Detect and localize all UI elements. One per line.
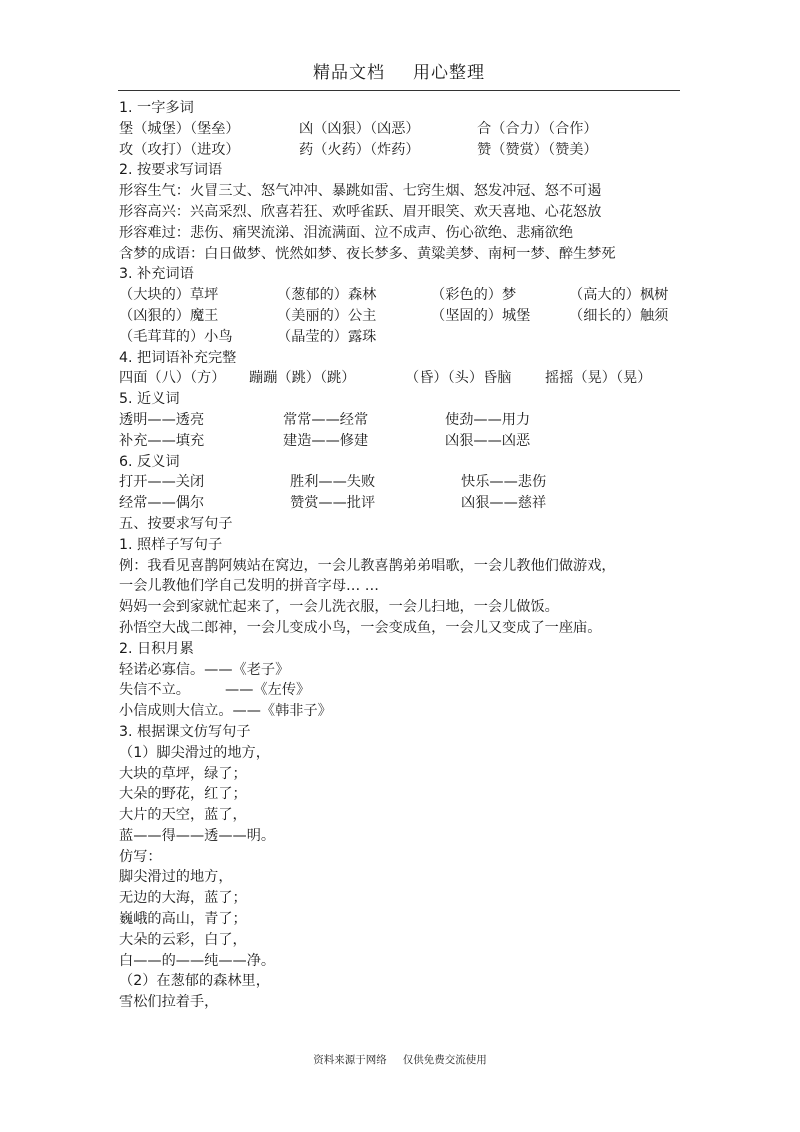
section-heading: 5. 近义词 <box>119 391 180 408</box>
word-item: 堡（城堡）（堡垒） <box>119 120 240 137</box>
word-item: （美丽的）公主 <box>277 307 377 324</box>
word-item: 透明——透亮 <box>119 411 205 428</box>
word-item: （高大的）枫树 <box>569 287 669 304</box>
word-row <box>119 431 699 452</box>
text-line: 孙悟空大战二郎神，一会儿变成小鸟，一会变成鱼，一会儿又变成了一座庙。 <box>119 619 602 636</box>
word-item: 常常——经常 <box>283 411 369 428</box>
word-item: 凶狠——慈祥 <box>461 495 547 512</box>
word-row <box>119 306 699 327</box>
word-item: （大块的）草坪 <box>119 287 219 304</box>
word-item: 药（火药）（炸药） <box>299 141 420 158</box>
word-item: 打开——关闭 <box>119 474 205 491</box>
text-line: （1）脚尖滑过的地方， <box>119 744 270 761</box>
quote-line: 小信成则大信立。——《韩非子》 <box>119 703 332 720</box>
text-line: 大片的天空，蓝了， <box>119 807 247 824</box>
word-item: 四面（八）（方） <box>119 370 226 387</box>
word-item: 补充——填充 <box>119 432 205 449</box>
section-heading: 1. 一字多词 <box>119 100 194 116</box>
word-row <box>119 368 699 389</box>
quote-line <box>119 680 699 701</box>
document-body <box>119 98 699 1013</box>
text-line: 含梦的成语：白日做梦、恍然如梦、夜长梦多、黄粱美梦、南柯一梦、醉生梦死 <box>119 245 616 262</box>
header-title-left: 精品文档 <box>313 63 385 83</box>
section-heading: 五、按要求写句子 <box>119 515 233 532</box>
quote-text: 失信不立。 <box>119 682 190 699</box>
text-line: 大朵的云彩，白了， <box>119 931 247 948</box>
word-item: 使劲——用力 <box>445 411 531 428</box>
word-item: （坚固的）城堡 <box>431 307 531 324</box>
word-item: 快乐——悲伤 <box>461 474 547 491</box>
page-footer <box>0 1052 800 1067</box>
word-item: （凶狠的）魔王 <box>119 307 219 324</box>
section-heading: 4. 把词语补充完整 <box>119 349 237 366</box>
word-item: 摇摇（晃）（晃） <box>545 370 652 387</box>
word-item: （细长的）触须 <box>569 307 669 324</box>
word-item: （昏）（头）昏脑 <box>405 370 512 387</box>
word-item: （毛茸茸的）小鸟 <box>119 328 233 345</box>
text-line: 白——的——纯——净。 <box>119 952 276 969</box>
text-line: 蓝——得——透——明。 <box>119 827 276 844</box>
word-row <box>119 493 699 514</box>
word-item: （晶莹的）露珠 <box>277 328 377 345</box>
section-heading: 6. 反义词 <box>119 453 180 470</box>
text-line: 形容生气：火冒三丈、怒气冲冲、暴跳如雷、七窍生烟、怒发冲冠、怒不可遏 <box>119 183 602 200</box>
text-line: 仿写： <box>119 848 162 865</box>
text-line: 形容难过：悲伤、痛哭流涕、泪流满面、泣不成声、伤心欲绝、悲痛欲绝 <box>119 224 574 241</box>
word-item: 赞赏——批评 <box>290 495 376 512</box>
text-line: 脚尖滑过的地方， <box>119 869 233 886</box>
word-item: 凶（凶狠）（凶恶） <box>299 120 420 137</box>
quote-source: ——《左传》 <box>225 682 311 699</box>
text-line: 大朵的野花，红了； <box>119 786 247 803</box>
word-item: （葱郁的）森林 <box>277 287 377 304</box>
word-row <box>119 119 699 140</box>
word-item: 蹦蹦（跳）（跳） <box>249 370 356 387</box>
word-row <box>119 327 699 348</box>
text-line: 形容高兴：兴高采烈、欣喜若狂、欢呼雀跃、眉开眼笑、欢天喜地、心花怒放 <box>119 203 602 220</box>
subsection-heading: 1. 照样子写句子 <box>119 536 223 553</box>
word-item: （彩色的）梦 <box>431 287 517 304</box>
quote-line: 轻诺必寡信。——《老子》 <box>119 661 290 678</box>
word-item: 赞（赞赏）（赞美） <box>477 141 598 158</box>
word-item: 攻（攻打）（进攻） <box>119 141 240 158</box>
word-item: 建造——修建 <box>283 432 369 449</box>
section-heading: 2. 按要求写词语 <box>119 162 223 179</box>
text-line: 例：我看见喜鹊阿姨站在窝边，一会儿教喜鹊弟弟唱歌，一会儿教他们做游戏， <box>119 557 616 574</box>
text-line: 雪松们拉着手， <box>119 994 219 1011</box>
text-line: 一会儿教他们学自己发明的拼音字母… … <box>119 578 379 595</box>
footer-note: 仅供免费交流使用 <box>402 1054 487 1066</box>
word-row <box>119 472 699 493</box>
subsection-heading: 3. 根据课文仿写句子 <box>119 723 251 740</box>
text-line: 妈妈一会到家就忙起来了，一会儿洗衣服，一会儿扫地，一会儿做饭。 <box>119 599 559 616</box>
footer-source: 资料来源于网络 <box>313 1054 387 1066</box>
text-line: （2）在葱郁的森林里， <box>119 973 270 990</box>
word-item: 胜利——失败 <box>290 474 376 491</box>
subsection-heading: 2. 日积月累 <box>119 640 194 657</box>
word-row <box>119 285 699 306</box>
text-line: 无边的大海，蓝了； <box>119 890 247 907</box>
text-line: 巍峨的高山，青了； <box>119 911 247 928</box>
word-item: 凶狠——凶恶 <box>445 432 531 449</box>
word-row <box>119 410 699 431</box>
text-line: 大块的草坪，绿了； <box>119 765 247 782</box>
header-title-right: 用心整理 <box>413 63 485 83</box>
word-item: 经常——偶尔 <box>119 495 205 512</box>
page-header <box>118 60 680 91</box>
word-row <box>119 140 699 161</box>
word-item: 合（合力）（合作） <box>477 120 598 137</box>
section-heading: 3. 补充词语 <box>119 266 194 283</box>
